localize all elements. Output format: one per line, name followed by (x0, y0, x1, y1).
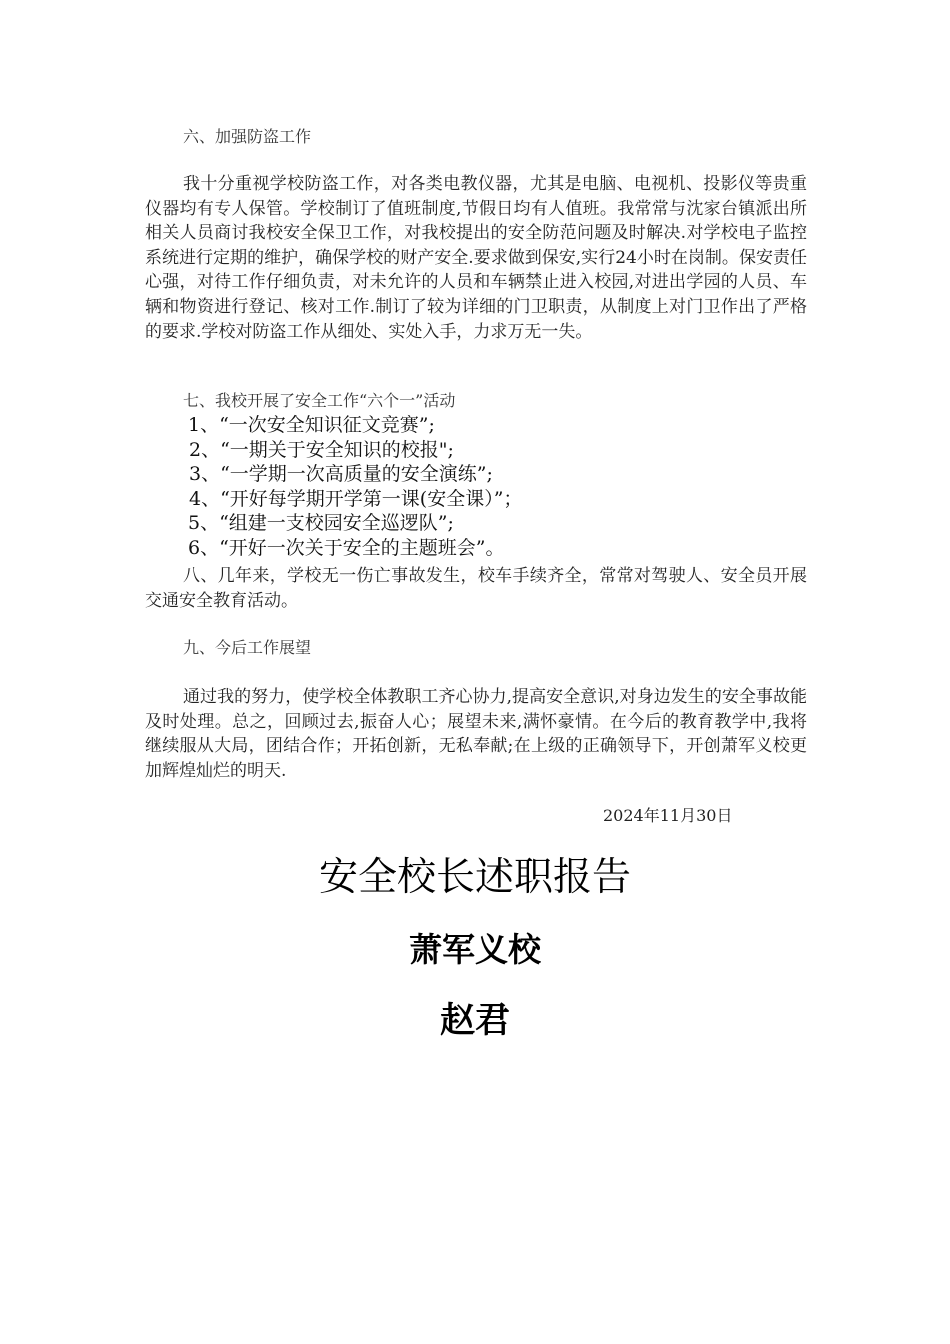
list-item: 4、“开好每学期开学第一课(安全课）”； (189, 487, 523, 510)
section-9-heading: 九、今后工作展望 (183, 638, 312, 657)
list-item: 2、“一期关于安全知识的校报"; (189, 438, 454, 461)
list-item: 1、“一次安全知识征文竞赛”; (188, 414, 435, 436)
section-9-body: 通过我的努力，使学校全体教职工齐心协力,提高安全意识,对身边发生的安全事故能及时处理。总之，回顾过去,振奋人心；展望未来,满怀豪情。在今后的教育教学中,我将继续服从大局，团结合作；开拓创新，无私奉献;在上级的正确领导下，开创萧军义校更加辉煌灿烂的明天. (145, 687, 807, 781)
section-6-heading: 六、加强防盗工作 (183, 127, 312, 146)
school-name: 萧军义校 (409, 930, 541, 969)
section-8-body: 八、几年来，学校无一伤亡事故发生，校车手续齐全，常常对驾驶人、安全员开展交通安全教育活动。 (145, 566, 807, 611)
list-item: 6、“开好一次关于安全的主题班会”。 (188, 536, 505, 559)
report-title: 安全校长述职报告 (318, 855, 631, 900)
report-date: 2024年11月30日 (603, 806, 733, 825)
author-name: 赵君 (439, 1000, 510, 1041)
activity-list (188, 413, 522, 561)
section-6-body: 我十分重视学校防盗工作，对各类电教仪器，尤其是电脑、电视机、投影仪等贵重仪器均有专人保管。学校制订了值班制度,节假日均有人值班。我常常与沈家台镇派出所相关人员商讨我校安全保卫工作，对我校提出的安全防范问题及时解决.对学校电子监控系统进行定期的维护，确保学校的财产安全.要求做到保安,实行24小时在岗制。保安责任心强，对待工作仔细负责，对未允许的人员和车辆禁止进入校园,对进出学园的人员、车辆和物资进行登记、核对工作.制订了较为详细的门卫职责，从制度上对门卫作出了严格的要求.学校对防盗工作从细处、实处入手，力求万无一失。 (145, 174, 807, 342)
list-item: 3、“一学期一次高质量的安全演练”; (189, 463, 493, 486)
section-7-heading: 七、我校开展了安全工作“六个一”活动 (183, 391, 456, 410)
list-item: 5、“组建一支校园安全巡逻队”; (188, 512, 454, 535)
